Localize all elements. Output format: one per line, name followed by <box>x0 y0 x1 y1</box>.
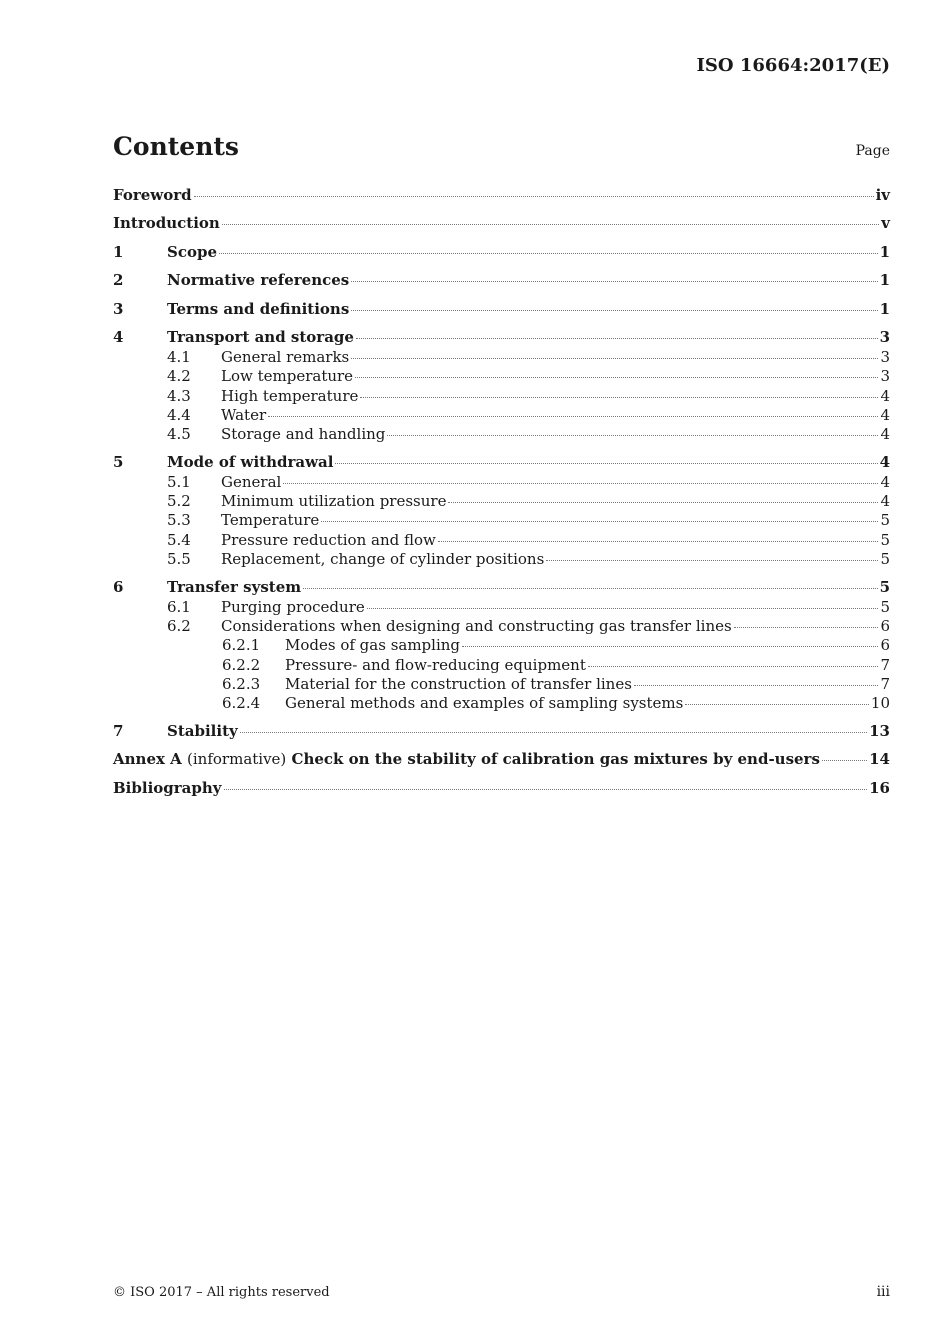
toc-entry-title: Foreword <box>113 186 192 204</box>
dot-leader <box>822 760 867 761</box>
toc-entry-page: 4 <box>880 405 890 424</box>
toc-entry[interactable] <box>113 243 890 263</box>
toc-entry[interactable] <box>113 425 890 444</box>
toc-entry-page: 5 <box>880 597 890 616</box>
toc-entry-number: 5.2 <box>167 492 191 511</box>
toc-entry-number: 2 <box>113 271 124 290</box>
dot-leader <box>634 685 879 686</box>
dot-leader <box>321 521 878 522</box>
toc-entry-number: 4.2 <box>167 367 191 386</box>
toc-entry-number: 6.2 <box>167 617 191 635</box>
toc-entry[interactable] <box>113 722 890 742</box>
toc-entry[interactable] <box>113 328 890 348</box>
toc-entry-title: Transfer system <box>167 577 302 596</box>
dot-leader <box>546 560 878 561</box>
toc-entry-title: Storage and handling <box>221 425 386 444</box>
toc-entry-title: General remarks <box>221 347 350 366</box>
toc-entry-number: 5.3 <box>167 511 191 530</box>
toc-entry[interactable] <box>113 598 890 617</box>
toc-entry-number: 6.1 <box>167 597 191 616</box>
toc-entry-page: 3 <box>879 327 890 346</box>
annex-type: (informative) <box>187 750 287 769</box>
dot-leader <box>268 416 878 417</box>
toc-entry-number: 4.5 <box>167 425 191 444</box>
toc-entry-title: Mode of withdrawal <box>167 452 334 471</box>
toc-entry-page: 4 <box>880 425 890 444</box>
dot-leader <box>335 463 877 464</box>
toc-entry-title: Replacement, change of cylinder positions <box>221 550 545 569</box>
toc-entry-page: 4 <box>880 492 890 511</box>
toc-entry[interactable] <box>113 531 890 550</box>
toc-entry-number: 5.4 <box>167 530 191 549</box>
toc-entry-page: 6 <box>880 636 890 655</box>
toc-entry-title: Scope <box>167 242 218 261</box>
toc-entry-page: 4 <box>879 452 890 471</box>
footer-copyright: © ISO 2017 – All rights reserved <box>113 1285 330 1300</box>
toc-entry-page: 6 <box>880 617 890 635</box>
toc-entry-title: Purging procedure <box>221 597 365 616</box>
dot-leader <box>224 789 868 790</box>
toc-entry-page: 7 <box>880 674 890 693</box>
toc-entry[interactable] <box>113 694 890 713</box>
contents-heading: Contents <box>113 132 240 161</box>
toc-entry-number: 4.1 <box>167 347 191 366</box>
dot-leader <box>448 502 878 503</box>
toc-entry[interactable] <box>113 473 890 492</box>
toc-entry-page: 4 <box>880 386 890 405</box>
toc-entry-title: Introduction <box>113 214 220 233</box>
toc-entry-page: iv <box>875 186 890 204</box>
toc-entry-page: 5 <box>880 550 890 569</box>
toc-entry[interactable] <box>113 617 890 636</box>
dot-leader <box>387 435 878 436</box>
toc-entry[interactable] <box>113 656 890 675</box>
toc-entry-number: 1 <box>113 242 124 261</box>
toc-entry[interactable] <box>113 367 890 386</box>
toc-entry[interactable] <box>113 511 890 530</box>
toc-entry-page: 5 <box>879 577 890 596</box>
toc-entry-title: General methods and examples of sampling systems <box>285 694 684 713</box>
toc-entry-number: 6 <box>113 577 124 596</box>
toc-entry[interactable] <box>113 406 890 425</box>
toc-entry-page: 16 <box>869 778 890 797</box>
toc-entry-title: Minimum utilization pressure <box>221 492 447 511</box>
toc-entry-number: 5 <box>113 452 124 471</box>
toc-entry[interactable] <box>113 578 890 598</box>
toc-entry-number: 6.2.3 <box>222 674 261 693</box>
toc-entry[interactable] <box>113 300 890 320</box>
dot-leader <box>194 196 874 197</box>
toc-entry-number: 4.3 <box>167 386 191 405</box>
table-of-contents <box>113 186 890 799</box>
dot-leader <box>355 377 878 378</box>
toc-entry[interactable] <box>113 492 890 511</box>
toc-entry-title: Considerations when designing and constructing gas transfer lines <box>221 617 732 635</box>
footer-page-number: iii <box>876 1284 890 1300</box>
toc-entry-page: 3 <box>880 347 890 366</box>
toc-entry[interactable] <box>113 214 890 234</box>
toc-entry-title: Stability <box>167 721 238 740</box>
toc-entry-page: 7 <box>880 655 890 674</box>
toc-entry[interactable] <box>113 750 890 770</box>
toc-entry-page: v <box>881 214 890 233</box>
toc-entry-title: Pressure reduction and flow <box>221 530 436 549</box>
toc-entry[interactable] <box>113 387 890 406</box>
dot-leader <box>438 541 879 542</box>
toc-entry-title: Normative references <box>167 271 350 290</box>
dot-leader <box>367 608 879 609</box>
toc-entry-title: General <box>221 472 282 491</box>
toc-entry-title: Low temperature <box>221 367 354 386</box>
toc-entry-page: 1 <box>879 271 890 290</box>
toc-entry[interactable] <box>113 675 890 694</box>
toc-entry-page: 1 <box>879 242 890 261</box>
toc-entry[interactable] <box>113 271 890 291</box>
dot-leader <box>351 281 877 282</box>
annex-label: Annex A <box>113 750 182 769</box>
dot-leader <box>219 253 878 254</box>
toc-entry-title: Material for the construction of transfer lines <box>285 674 632 693</box>
toc-entry-title: Bibliography <box>113 778 222 797</box>
toc-entry[interactable] <box>113 186 890 206</box>
toc-entry-title: Transport and storage <box>167 327 354 346</box>
toc-entry-page: 5 <box>880 530 890 549</box>
toc-entry-title: Temperature <box>221 511 320 530</box>
toc-entry-number: 6.2.1 <box>222 636 261 655</box>
toc-entry-page: 5 <box>880 511 890 530</box>
toc-entry-number: 7 <box>113 721 124 740</box>
toc-entry-page: 3 <box>880 367 890 386</box>
toc-entry-title: Modes of gas sampling <box>285 636 461 655</box>
toc-entry-number: 4.4 <box>167 405 191 424</box>
toc-entry-number: 6.2.2 <box>222 655 261 674</box>
toc-entry[interactable] <box>113 348 890 367</box>
toc-entry[interactable] <box>113 453 890 473</box>
toc-entry-page: 4 <box>880 472 890 491</box>
toc-entry-number: 4 <box>113 327 124 346</box>
dot-leader <box>351 310 877 311</box>
toc-entry-page: 14 <box>869 750 890 769</box>
toc-entry-title: Terms and definitions <box>167 299 350 318</box>
dot-leader <box>283 483 878 484</box>
dot-leader <box>240 732 867 733</box>
toc-entry-title <box>113 750 820 769</box>
toc-entry[interactable] <box>113 636 890 655</box>
dot-leader <box>222 224 879 225</box>
page-column-label: Page <box>855 143 890 159</box>
toc-entry-page: 13 <box>869 721 890 740</box>
toc-entry[interactable] <box>113 779 890 799</box>
dot-leader <box>734 627 879 628</box>
toc-entry-number: 3 <box>113 299 124 318</box>
dot-leader <box>360 397 878 398</box>
toc-entry-number: 5.1 <box>167 472 191 491</box>
dot-leader <box>685 704 869 705</box>
dot-leader <box>351 358 878 359</box>
document-id: ISO 16664:2017(E) <box>696 55 890 76</box>
toc-entry[interactable] <box>113 550 890 569</box>
dot-leader <box>588 666 879 667</box>
annex-title: Check on the stability of calibration gas mixtures by end-users <box>291 750 820 769</box>
toc-entry-page: 1 <box>879 299 890 318</box>
toc-entry-title: High temperature <box>221 386 359 405</box>
dot-leader <box>462 646 878 647</box>
toc-entry-number: 6.2.4 <box>222 694 261 713</box>
toc-entry-page: 10 <box>870 694 890 713</box>
toc-entry-title: Water <box>221 405 267 424</box>
toc-entry-number: 5.5 <box>167 550 191 569</box>
dot-leader <box>356 338 878 339</box>
dot-leader <box>303 588 877 589</box>
toc-entry-title: Pressure- and flow-reducing equipment <box>285 655 586 674</box>
